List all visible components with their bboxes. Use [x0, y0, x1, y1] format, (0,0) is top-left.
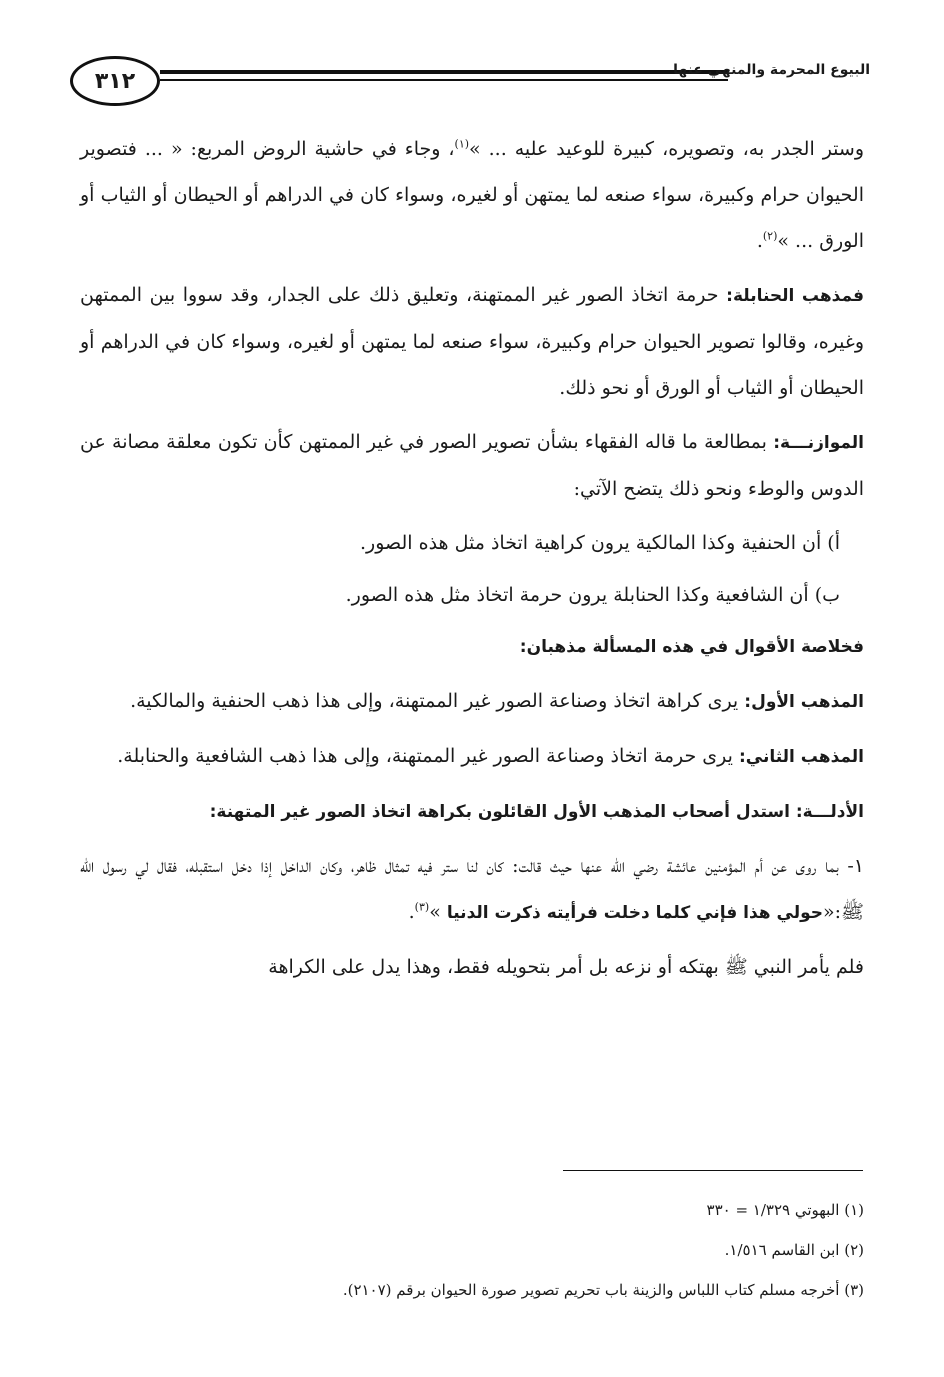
list-item-a: أ) أن الحنفية وكذا المالكية يرون كراهية اتخاذ مثل هذه الصور.: [360, 532, 840, 554]
first-view-lead: المذهب الأول:: [744, 692, 864, 712]
paragraph-comparison: [80, 419, 864, 512]
footnotes: [80, 1190, 864, 1310]
hanbali-lead: فمذهب الحنابلة:: [726, 286, 864, 306]
paragraph-first-view: [80, 678, 864, 725]
header-double-rule: [160, 70, 728, 81]
footnote-1: (١) البهوتي ١/٣٢٩ = ٣٣٠: [706, 1201, 864, 1219]
footnote-separator: [563, 1170, 863, 1171]
second-view-lead: المذهب الثاني:: [738, 747, 864, 767]
paragraph-hadith: [80, 843, 864, 936]
summary-heading: فخلاصة الأقوال في هذه المسألة مذهبان:: [519, 637, 864, 657]
running-header: [60, 56, 870, 106]
evidence-lead: الأدلـــة:: [795, 802, 864, 822]
hadith-end: .: [408, 901, 415, 923]
footnote-3: (٣) أخرجه مسلم كتاب اللباس والزينة باب تحريم تصوير صورة الحيوان برقم (٢١٠٧).: [342, 1281, 864, 1299]
page-number: [70, 56, 160, 106]
paragraph-second-view: [80, 733, 864, 780]
hanbali-text: حرمة اتخاذ الصور غير الممتهنة، وتعليق ذلك على الجدار، وقد سووا بين الممتهن وغيره، وقالوا تصوير الحيوان حرام وكبيرة، سواء صنعه لما يمتهن أو لغيره، وسواء كان في الدراهم أو الحيطان أو الثياب أو الورق أو نحو ذلك.: [80, 284, 864, 399]
paragraph-1-end: .: [756, 230, 763, 252]
first-view-text: يرى كراهة اتخاذ وصناعة الصور غير الممتهنة، وإلى هذا ذهب الحنفية والمالكية.: [130, 690, 745, 712]
running-title: البيوع المحرمة والمنهي عنها: [673, 62, 870, 78]
paragraph-evidence: [80, 788, 864, 835]
paragraph-1: [80, 126, 864, 264]
hadith-close: »: [429, 901, 447, 923]
paragraph-1-text: وستر الجدر به، وتصويره، كبيرة للوعيد عليه ... »: [469, 138, 865, 160]
main-text: [80, 126, 864, 998]
paragraph-conclusion: فلم يأمر النبي ﷺ بهتكه أو نزعه بل أمر بتحويله فقط، وهذا يدل على الكراهة: [268, 956, 864, 978]
comparison-text: بمطالعة ما قاله الفقهاء بشأن تصوير الصور في غير الممتهن كأن تكون معلقة مصانة عن الدوس والوطء ونحو ذلك يتضح الآتي:: [80, 431, 864, 500]
hadith-quote: حولي هذا فإني كلما دخلت فرأيته ذكرت الدنيا: [446, 903, 824, 923]
evidence-text: استدل أصحاب المذهب الأول القائلون بكراهة اتخاذ الصور غير المتهنة:: [209, 802, 796, 822]
list-item-b: ب) أن الشافعية وكذا الحنابلة يرون حرمة اتخاذ مثل هذه الصور.: [345, 584, 840, 606]
paragraph-hanbali: [80, 272, 864, 411]
footnote-ref-3[interactable]: (٣): [414, 900, 430, 914]
second-view-text: يرى حرمة اتخاذ وصناعة الصور غير الممتهنة، وإلى هذا ذهب الشافعية والحنابلة.: [117, 745, 739, 767]
footnote-ref-2[interactable]: (٢): [762, 229, 778, 243]
footnote-ref-1[interactable]: (١): [454, 137, 470, 151]
comparison-lead: الموازنـــة:: [773, 433, 864, 453]
page-number-text: ٣١٢: [94, 68, 136, 94]
footnote-2: (٢) ابن القاسم ١/٥١٦.: [724, 1241, 864, 1259]
hadith-text: ١- بما روى عن أم المؤمنين عائشة رضي الله عنها حيث قالت: كان لنا ستر فيه تمثال ظاهر، وكان الداخل إذا دخل استقبله، فقال لي رسول الله ﷺ:«: [80, 855, 864, 923]
paragraph-1-continuation: ، وجاء في حاشية الروض المربع: « ... فتصوير الحيوان حرام وكبيرة، سواء صنعه لما يمتهن أو لغيره، وسواء كان في الدراهم أو الحيطان أو الثياب أو الورق ... »: [80, 138, 864, 252]
